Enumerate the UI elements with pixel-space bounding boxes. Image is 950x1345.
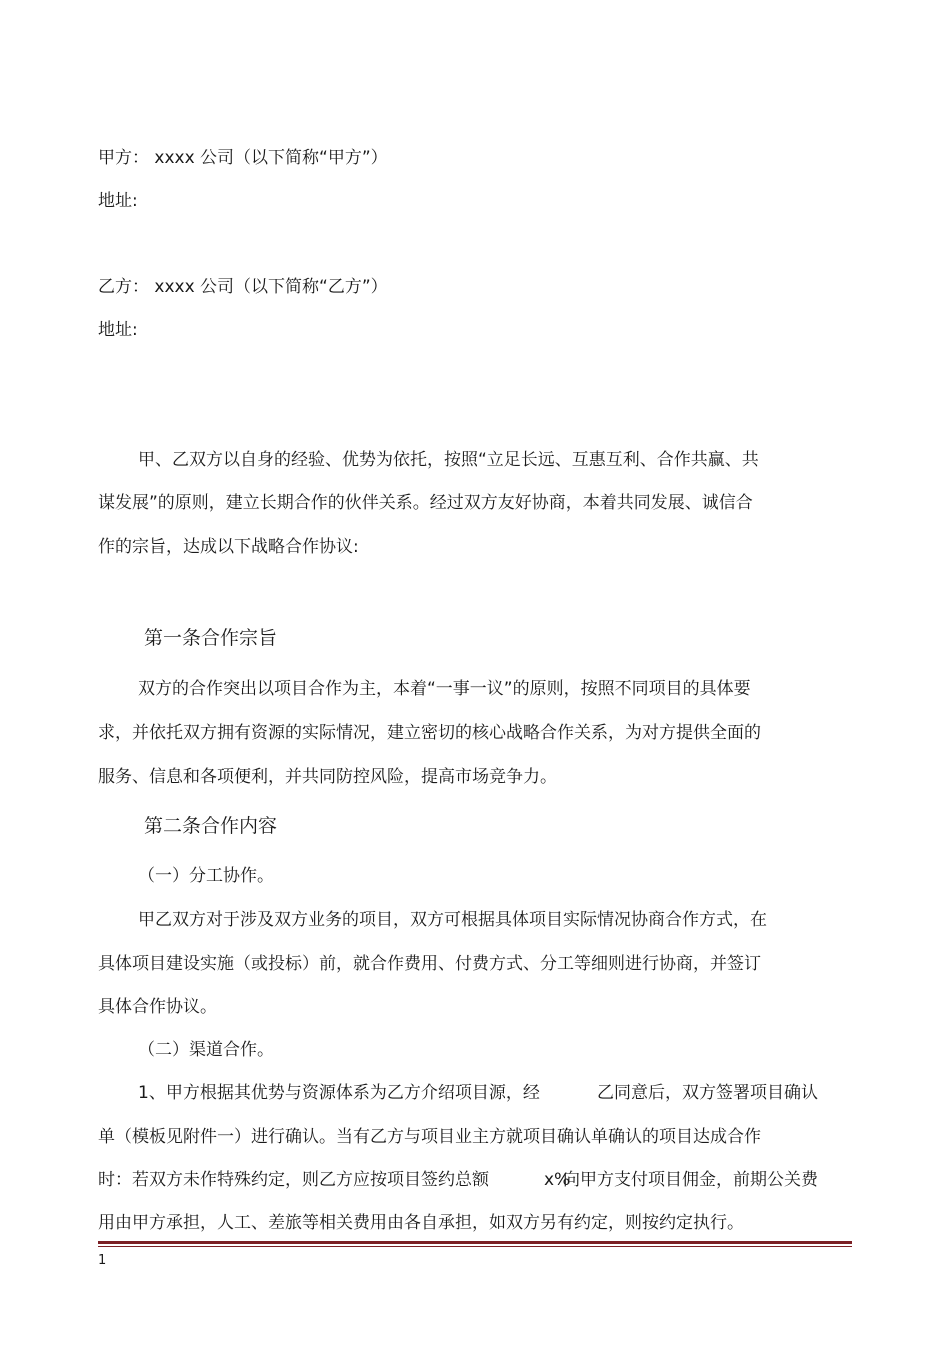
section-1-title: （一）分工协作。 (138, 866, 274, 886)
article-1-line-3: 服务、信息和各项便利，并共同防控风险，提高市场竞争力。 (98, 767, 557, 787)
article-1-title: 第一条合作宗旨 (144, 627, 278, 649)
item-1-line-4: 用由甲方承担，人工、差旅等相关费用由各自承担，如双方另有约定，则按约定执行。 (98, 1213, 744, 1233)
party-a-line: 甲方： xxxx 公司（以下简称“甲方”） (98, 148, 388, 168)
item-1-line-1-part-a: 1、甲方根据其优势与资源体系为乙方介绍项目源，经 (138, 1083, 540, 1103)
intro-paragraph-line-2: 谋发展”的原则，建立长期合作的伙伴关系。经过双方友好协商，本着共同发展、诚信合 (98, 493, 753, 513)
article-2-title: 第二条合作内容 (144, 815, 278, 837)
page-number: 1 (98, 1253, 107, 1268)
item-1-line-1-part-b: 乙同意后，双方签署项目确认 (597, 1083, 818, 1103)
footer-rule (98, 1241, 852, 1244)
intro-paragraph-line-3: 作的宗旨，达成以下战略合作协议: (98, 537, 359, 557)
article-1-line-1: 双方的合作突出以项目合作为主，本着“一事一议”的原则，按照不同项目的具体要 (138, 679, 751, 699)
party-b-address: 地址: (98, 320, 138, 340)
party-a-address: 地址: (98, 191, 138, 211)
item-1-line-3-part-a: 时：若双方未作特殊约定，则乙方应按项目签约总额 (98, 1170, 489, 1190)
commission-rate: x% (544, 1170, 571, 1190)
item-1-line-3-part-c: 向甲方支付项目佣金，前期公关费 (563, 1170, 818, 1190)
section-1-line-3: 具体合作协议。 (98, 997, 217, 1017)
item-1-line-2: 单（模板见附件一）进行确认。当有乙方与项目业主方就项目确认单确认的项目达成合作 (98, 1127, 761, 1147)
article-1-line-2: 求，并依托双方拥有资源的实际情况，建立密切的核心战略合作关系，为对方提供全面的 (98, 723, 761, 743)
section-2-title: （二）渠道合作。 (138, 1040, 274, 1060)
section-1-line-2: 具体项目建设实施（或投标）前，就合作费用、付费方式、分工等细则进行协商，并签订 (98, 954, 761, 974)
party-b-line: 乙方： xxxx 公司（以下简称“乙方”） (98, 277, 388, 297)
footer-rule-thin (98, 1246, 852, 1247)
intro-paragraph-line-1: 甲、乙双方以自身的经验、优势为依托，按照“立足长远、互惠互利、合作共赢、共 (138, 450, 759, 470)
section-1-line-1: 甲乙双方对于涉及双方业务的项目，双方可根据具体项目实际情况协商合作方式，在 (138, 910, 767, 930)
